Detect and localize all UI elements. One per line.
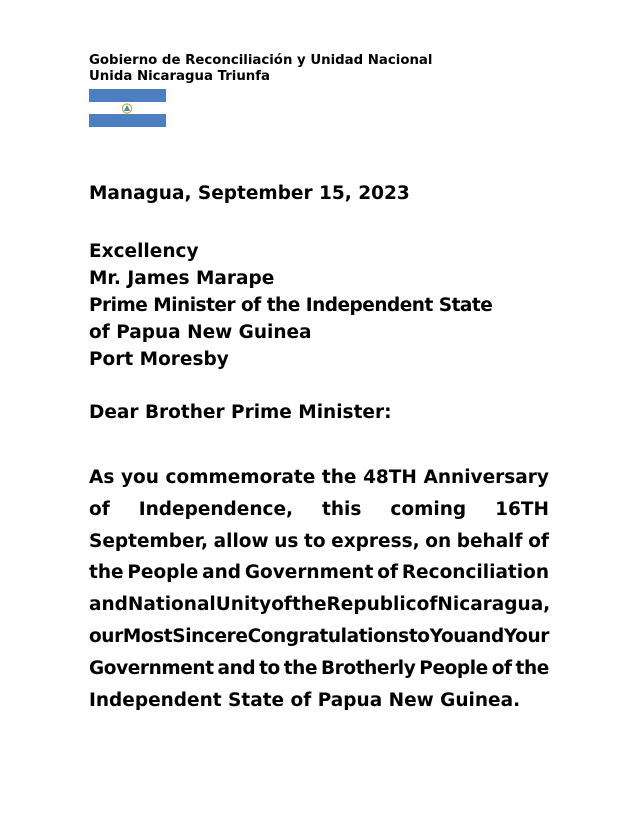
body-word: As [89,467,115,488]
body-word: Your [503,625,549,647]
body-line [89,589,549,621]
address-line: Mr. James Marape [89,268,275,289]
body-word: Congratulations [247,625,409,647]
address-line: Excellency [89,241,199,262]
body-word: September, [89,530,209,552]
body-word: People [127,562,199,584]
flag-bottom-stripe [89,114,166,127]
body-word: Sincere [172,625,248,647]
body-word: to [408,625,430,647]
address-line: Prime Minister of the Independent State [89,295,493,316]
body-word: the [89,562,124,584]
body-word: this [322,498,362,520]
body-line [89,462,549,494]
body-word: Government [89,657,214,679]
body-word: Government [244,562,374,584]
body-word: of [271,594,292,616]
body-line [89,557,549,589]
body-word: to [259,657,280,679]
letter-date: Managua, September 15, 2023 [89,183,410,204]
letter-body [89,462,549,716]
body-word: of [416,594,438,616]
body-line [89,526,549,558]
body-word: National [127,594,216,616]
body-word: on [425,530,452,552]
coat-of-arms-icon [121,103,133,114]
body-word: allow [213,530,269,552]
body-line [89,621,549,653]
body-word: Nicaragua, [437,594,551,616]
body-word: the [515,657,549,679]
body-word: Independent State of Papua New Guinea. [89,689,521,711]
body-word: the [321,467,357,488]
body-word: Anniversary [423,467,549,488]
body-word: express, [331,530,420,552]
flag-top-stripe [89,89,166,102]
nicaragua-flag-icon [89,89,166,127]
body-word: us [274,530,299,552]
body-word: and [202,562,242,584]
body-word: and [217,657,256,679]
body-word: You [429,625,467,647]
body-word: of [528,530,549,552]
body-word: Brotherly [320,657,416,679]
address-line: of Papua New Guinea [89,322,312,343]
government-slogan: Unida Nicaragua Triunfa [89,69,271,84]
body-word: Unity [215,594,272,616]
body-line [89,653,549,685]
body-line [89,494,549,526]
flag-middle-stripe [89,102,166,115]
government-name: Gobierno de Reconciliación y Unidad Nacional [89,53,433,68]
body-word: Independence, [138,498,294,520]
body-word: of [89,498,110,520]
body-word: 48TH [363,467,417,488]
body-word: behalf [456,530,523,552]
body-word: Republic [326,594,417,616]
body-word: 16TH [495,498,549,520]
body-word: you [120,467,159,488]
body-word: People [419,657,488,679]
body-word: the [283,657,318,679]
address-line: Port Moresby [89,349,229,370]
body-word: and [89,594,128,616]
body-word: the [291,594,327,616]
body-word: our [89,625,123,647]
body-word: of [491,657,512,679]
body-word: commemorate [165,467,316,488]
salutation: Dear Brother Prime Minister: [89,402,392,423]
body-line [89,685,549,717]
body-word: and [466,625,504,647]
body-word: of [377,562,399,584]
body-word: coming [390,498,467,520]
body-word: Most [122,625,173,647]
body-word: to [304,530,326,552]
body-word: Reconciliation [401,562,549,584]
